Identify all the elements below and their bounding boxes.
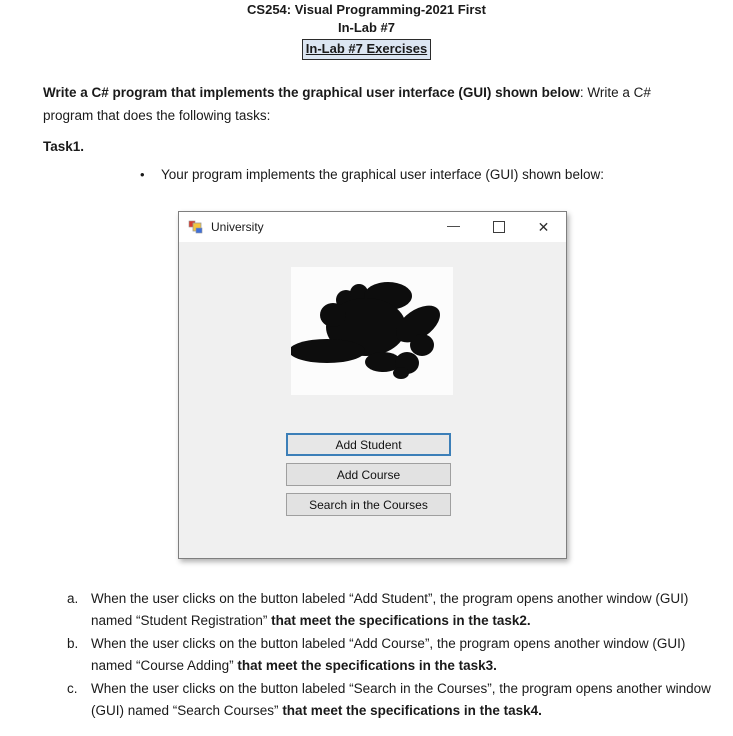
list-item-c: [67, 678, 723, 722]
list-item-text: [91, 678, 723, 722]
requirements-list: [67, 588, 723, 723]
doc-header: [0, 1, 733, 60]
maximize-button[interactable]: [476, 212, 521, 242]
header-exercises-box: In-Lab #7 Exercises: [302, 39, 431, 60]
intro-normal-text: : Write a C# program that does the following tasks:: [43, 85, 651, 123]
window-titlebar: [179, 212, 566, 242]
bullet-icon: •: [140, 167, 145, 182]
university-window: [178, 211, 567, 559]
list-item-b-bold: that meet the specifications in the task3.: [237, 658, 497, 673]
header-line-lab: In-Lab #7: [337, 20, 396, 35]
list-item-a: [67, 588, 723, 632]
list-item-text: [91, 588, 723, 632]
intro-paragraph: [43, 81, 698, 127]
close-icon: ✕: [537, 218, 550, 235]
list-item-b: [67, 633, 723, 677]
maximize-icon: [493, 221, 505, 233]
list-marker: b.: [67, 636, 79, 651]
minimize-button[interactable]: [431, 212, 476, 242]
black-blob-image: [291, 267, 453, 395]
list-item-c-normal: When the user clicks on the button labeled “Search in the Courses”, the program opens another window (GUI) named “Search Courses”: [91, 681, 711, 718]
list-item-a-normal: When the user clicks on the button labeled “Add Student”, the program opens another window (GUI) named “Student Registration”: [91, 591, 689, 628]
list-item-b-normal: When the user clicks on the button labeled “Add Course”, the program opens another window (GUI) named “Course Adding”: [91, 636, 686, 673]
close-button[interactable]: [521, 212, 566, 242]
intro-bold-text: Write a C# program that implements the graphical user interface (GUI) shown below: [43, 85, 580, 100]
list-marker: c.: [67, 681, 78, 696]
list-item-text: [91, 633, 723, 677]
picture-box: [291, 267, 453, 395]
window-title: University: [211, 220, 264, 234]
list-marker: a.: [67, 591, 79, 606]
add-student-button[interactable]: Add Student: [286, 433, 451, 456]
search-courses-button[interactable]: Search in the Courses: [286, 493, 451, 516]
minimize-icon: —: [447, 217, 460, 233]
winforms-app-icon: [188, 219, 204, 235]
task1-heading: Task1.: [43, 139, 85, 154]
add-course-button[interactable]: Add Course: [286, 463, 451, 486]
bullet-text: Your program implements the graphical user interface (GUI) shown below:: [161, 167, 604, 182]
bullet-item: [140, 165, 700, 185]
window-controls: [431, 212, 566, 242]
header-line-course: CS254: Visual Programming-2021 First: [247, 2, 486, 17]
list-item-c-bold: that meet the specifications in the task4.: [282, 703, 542, 718]
list-item-a-bold: that meet the specifications in the task2.: [271, 613, 531, 628]
